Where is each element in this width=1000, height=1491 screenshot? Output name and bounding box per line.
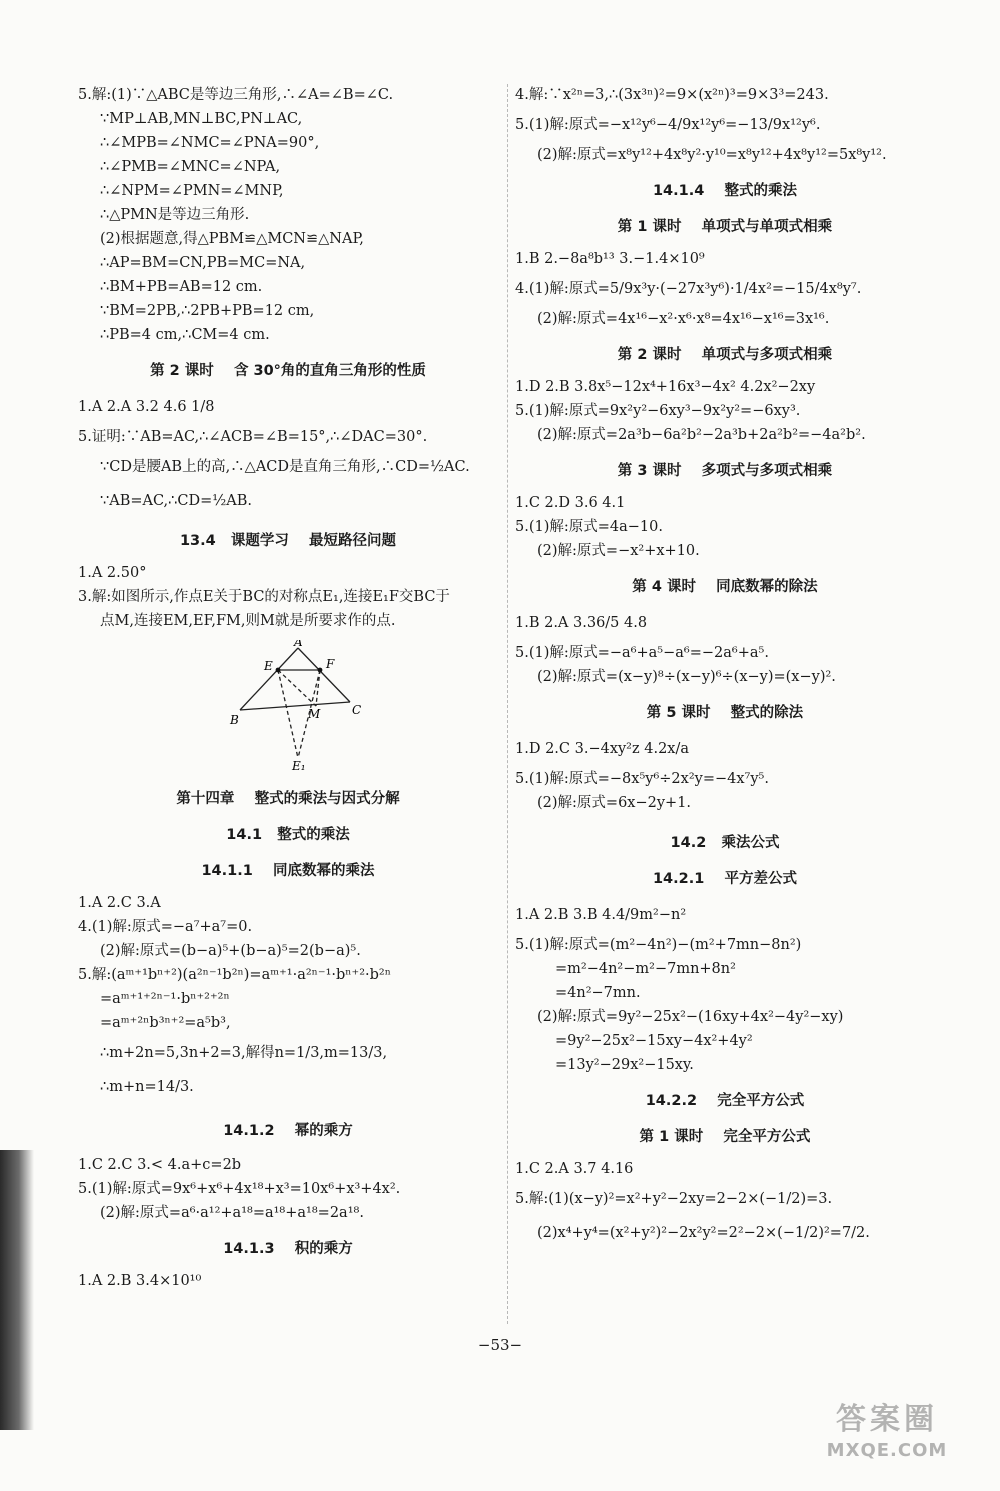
section-heading: 14.2 乘法公式 — [670, 835, 780, 851]
section-heading: 第 4 课时 同底数幂的除法 — [632, 579, 818, 595]
right-column — [515, 84, 935, 1252]
page-number: −53− — [477, 1336, 523, 1354]
label-B: B — [230, 713, 239, 727]
answer-line: (2)解:原式=9y²−25x²−(16xy+4x²−4y²−xy) — [537, 1009, 844, 1025]
answer-line: ∴m+n=14/3. — [100, 1079, 194, 1095]
answer-line: (2)解:原式=2a³b−6a²b²−2a³b+2a²b²=−4a²b². — [537, 427, 866, 443]
answer-line: ∴PB=4 cm,∴CM=4 cm. — [100, 327, 270, 343]
label-A: A — [294, 640, 303, 649]
section-heading: 14.1 整式的乘法 — [226, 827, 350, 843]
watermark-logo — [792, 1401, 982, 1471]
triangle-diagram — [228, 640, 368, 770]
answer-line: =m²−4n²−m²−7mn+8n² — [555, 961, 736, 977]
answer-line: =aᵐ⁺²ⁿb³ⁿ⁺²=a⁵b³, — [100, 1015, 231, 1031]
page-edge-shadow — [0, 1150, 34, 1430]
section-heading: 14.1.1 同底数幂的乘法 — [201, 863, 375, 879]
answer-line: 1.B 2.A 3.36/5 4.8 — [515, 615, 648, 631]
section-heading: 第 5 课时 整式的除法 — [646, 705, 804, 721]
answer-line: ∵CD是腰AB上的高,∴△ACD是直角三角形,∴CD=½AC. — [100, 459, 470, 475]
answer-line: (2)解:原式=(x−y)⁸÷(x−y)⁶÷(x−y)=(x−y)². — [537, 669, 836, 685]
answer-line: (2)解:原式=a⁶·a¹²+a¹⁸=a¹⁸+a¹⁸=2a¹⁸. — [100, 1205, 364, 1221]
section-heading: 14.2.1 平方差公式 — [652, 871, 798, 887]
segment-FM — [316, 670, 320, 706]
answer-line: 5.解:(aᵐ⁺¹bⁿ⁺²)(a²ⁿ⁻¹b²ⁿ)=aᵐ⁺¹·a²ⁿ⁻¹·bⁿ⁺²·b²ⁿ — [78, 967, 392, 983]
watermark-url: MXQE.COM — [826, 1440, 948, 1461]
answer-line: 5.(1)解:原式=−x¹²y⁶−4/9x¹²y⁶=−13/9x¹²y⁶. — [515, 117, 821, 133]
section-heading: 14.2.2 完全平方公式 — [645, 1093, 805, 1109]
label-E: E — [264, 659, 273, 673]
answer-line: 点M,连接EM,EF,FM,则M就是所要求作的点. — [100, 613, 396, 629]
answer-line: 3.解:如图所示,作点E关于BC的对称点E₁,连接E₁F交BC于 — [78, 589, 450, 605]
answer-line: 4.(1)解:原式=−a⁷+a⁷=0. — [78, 919, 253, 935]
answer-line: 4.解:∵x²ⁿ=3,∴(3x³ⁿ)²=9×(x²ⁿ)³=9×3³=243. — [515, 87, 829, 103]
section-heading: 13.4 课题学习 最短路径问题 — [179, 533, 397, 549]
section-heading: 第 1 课时 单项式与单项式相乘 — [617, 219, 833, 235]
side-BC — [240, 702, 350, 710]
label-M: M — [308, 707, 321, 721]
answer-line: 4.(1)解:原式=5/9x³y·(−27x³y⁶)·1/4x²=−15/4x⁸y⁷. — [515, 281, 862, 297]
answer-line: (2)解:原式=x⁸y¹²+4x⁸y²·y¹⁰=x⁸y¹²+4x⁸y¹²=5x⁸y¹². — [537, 147, 887, 163]
segment-EM — [278, 670, 316, 706]
answer-line: (2)解:原式=4x¹⁶−x²·x⁶·x⁸=4x¹⁶−x¹⁶=3x¹⁶. — [537, 311, 830, 327]
answer-line: ∴BM+PB=AB=12 cm. — [100, 279, 263, 295]
answer-line: 1.C 2.C 3.< 4.a+c=2b — [78, 1157, 242, 1173]
column-divider — [507, 84, 508, 1324]
answer-line: (2)x⁴+y⁴=(x²+y²)²−2x²y²=2²−2×(−1/2)²=7/2. — [537, 1225, 870, 1241]
answer-line: (2)解:原式=−x²+x+10. — [537, 543, 700, 559]
answer-line: (2)根据题意,得△PBM≌△MCN≌△NAP, — [100, 231, 364, 247]
answer-line: 1.B 2.−8a⁸b¹³ 3.−1.4×10⁹ — [515, 251, 705, 267]
answer-line: 5.证明:∵AB=AC,∴∠ACB=∠B=15°,∴∠DAC=30°. — [78, 429, 428, 445]
answer-line: =13y²−29x²−15xy. — [555, 1057, 694, 1073]
side-AB — [240, 648, 298, 710]
label-C: C — [352, 703, 362, 717]
answer-line: 1.D 2.B 3.8x⁵−12x⁴+16x³−4x² 4.2x²−2xy — [515, 379, 816, 395]
answer-line: (2)解:原式=(b−a)⁵+(b−a)⁵=2(b−a)⁵. — [100, 943, 361, 959]
section-heading: 第 2 课时 单项式与多项式相乘 — [617, 347, 833, 363]
side-AC — [298, 648, 350, 702]
answer-line: =4n²−7mn. — [555, 985, 641, 1001]
answer-line: 5.解:(1)∵△ABC是等边三角形,∴∠A=∠B=∠C. — [78, 87, 394, 103]
answer-line: 5.(1)解:原式=−a⁶+a⁵−a⁶=−2a⁶+a⁵. — [515, 645, 769, 661]
answer-line: ∴∠PMB=∠MNC=∠NPA, — [100, 159, 281, 175]
answer-line: ∵AB=AC,∴CD=½AB. — [100, 493, 253, 509]
answer-line: 1.A 2.A 3.2 4.6 1/8 — [78, 399, 215, 415]
answer-line: 1.C 2.D 3.6 4.1 — [515, 495, 626, 511]
section-heading: 第 3 课时 多项式与多项式相乘 — [617, 463, 833, 479]
answer-line: ∴m+2n=5,3n+2=3,解得n=1/3,m=13/3, — [100, 1045, 388, 1061]
answer-line: 5.解:(1)(x−y)²=x²+y²−2xy=2−2×(−1/2)=3. — [515, 1191, 833, 1207]
left-column — [78, 84, 498, 1294]
answer-line: =aᵐ⁺¹⁺²ⁿ⁻¹·bⁿ⁺²⁺²ⁿ — [100, 991, 230, 1007]
section-heading: 14.1.2 幂的乘方 — [223, 1123, 353, 1139]
section-heading: 第十四章 整式的乘法与因式分解 — [176, 791, 400, 807]
answer-line: ∴△PMN是等边三角形. — [100, 207, 250, 223]
answer-line: 5.(1)解:原式=9x²y²−6xy³−9x²y²=−6xy³. — [515, 403, 801, 419]
answer-line: 5.(1)解:原式=9x⁶+x⁶+4x¹⁸+x³=10x⁶+x³+4x². — [78, 1181, 401, 1197]
geometry-figure — [228, 640, 368, 770]
label-F: F — [326, 657, 335, 671]
answer-line: ∵BM=2PB,∴2PB+PB=12 cm, — [100, 303, 315, 319]
answer-line: 5.(1)解:原式=4a−10. — [515, 519, 663, 535]
answer-line: 5.(1)解:原式=(m²−4n²)−(m²+7mn−8n²) — [515, 937, 802, 953]
answer-line: ∴∠NPM=∠PMN=∠MNP, — [100, 183, 284, 199]
section-heading: 第 2 课时 含 30°角的直角三角形的性质 — [150, 363, 426, 379]
point-E — [276, 668, 281, 673]
answer-line: (2)解:原式=6x−2y+1. — [537, 795, 692, 811]
watermark-logo-text: 答案圈 — [836, 1402, 938, 1437]
answer-line: 5.(1)解:原式=−8x⁵y⁶÷2x²y=−4x⁷y⁵. — [515, 771, 769, 787]
answer-line: 1.A 2.50° — [78, 565, 147, 581]
answer-line: ∴AP=BM=CN,PB=MC=NA, — [100, 255, 306, 271]
segment-EE1 — [278, 670, 298, 758]
answer-line: =9y²−25x²−15xy−4x²+4y² — [555, 1033, 753, 1049]
answer-line: 1.C 2.A 3.7 4.16 — [515, 1161, 634, 1177]
answer-line: 1.A 2.B 3.4×10¹⁰ — [78, 1273, 202, 1289]
answer-line: 1.A 2.C 3.A — [78, 895, 161, 911]
answer-line: ∴∠MPB=∠NMC=∠PNA=90°, — [100, 135, 320, 151]
label-E1: E₁ — [292, 759, 306, 770]
answer-line: 1.A 2.B 3.B 4.4/9m²−n² — [515, 907, 687, 923]
answer-line: ∵MP⊥AB,MN⊥BC,PN⊥AC, — [100, 111, 303, 127]
section-heading: 14.1.3 积的乘方 — [223, 1241, 353, 1257]
answer-line: 1.D 2.C 3.−4xy²z 4.2x/a — [515, 741, 690, 757]
section-heading: 14.1.4 整式的乘法 — [652, 183, 798, 199]
section-heading: 第 1 课时 完全平方公式 — [639, 1129, 811, 1145]
point-F — [318, 668, 323, 673]
